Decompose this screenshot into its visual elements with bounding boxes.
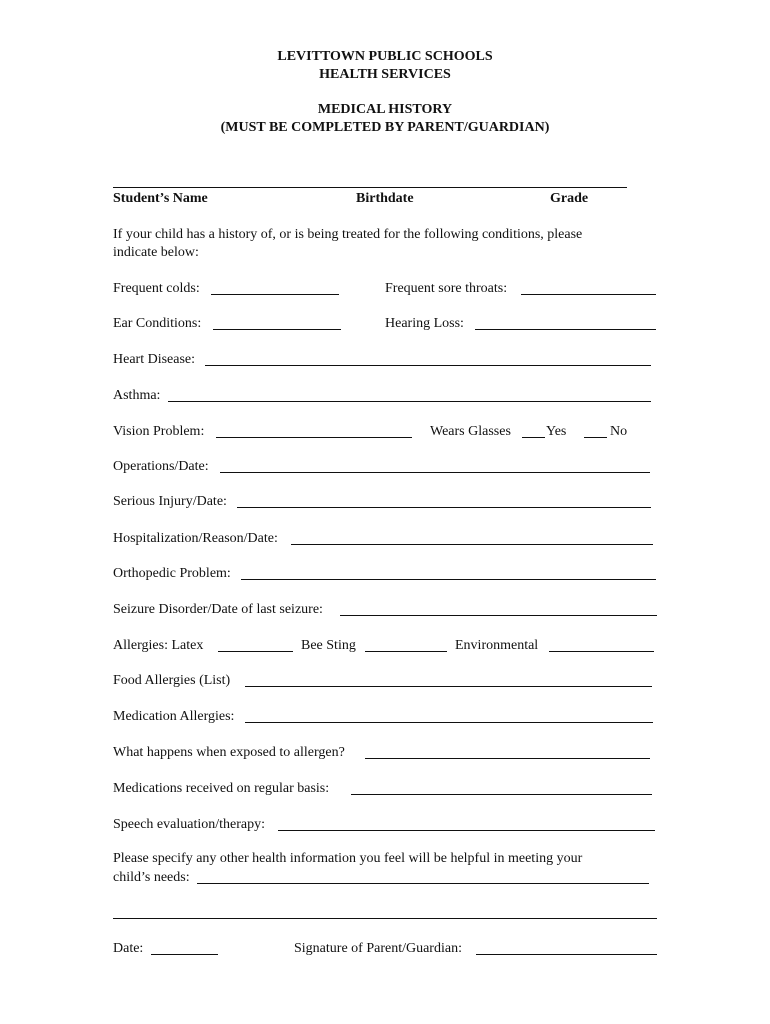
other-info-line-2: child’s needs: <box>113 870 190 885</box>
student-name-label: Student’s Name <box>113 191 208 206</box>
speech-therapy-field[interactable] <box>278 830 655 831</box>
hospitalization-label: Hospitalization/Reason/Date: <box>113 531 278 546</box>
glasses-no-blank[interactable] <box>584 437 607 438</box>
asthma-label: Asthma: <box>113 388 161 403</box>
signature-label: Signature of Parent/Guardian: <box>294 941 462 956</box>
environmental-label: Environmental <box>455 638 539 653</box>
vision-problem-label: Vision Problem: <box>113 424 205 439</box>
other-info-field-extra[interactable] <box>113 918 657 919</box>
grade-label: Grade <box>550 191 589 206</box>
orthopedic-problem-label: Orthopedic Problem: <box>113 566 231 581</box>
orthopedic-problem-field[interactable] <box>241 579 656 580</box>
allergies-latex-label: Allergies: Latex <box>113 638 204 653</box>
allergies-latex-field[interactable] <box>218 651 293 652</box>
wears-glasses-label: Wears Glasses <box>430 424 511 439</box>
operations-date-field[interactable] <box>220 472 650 473</box>
school-name: LEVITTOWN PUBLIC SCHOOLS <box>277 49 493 64</box>
bee-sting-field[interactable] <box>365 651 447 652</box>
intro-line-2: indicate below: <box>113 245 199 260</box>
hearing-loss-label: Hearing Loss: <box>385 316 464 331</box>
date-field[interactable] <box>151 954 218 955</box>
food-allergies-field[interactable] <box>245 686 652 687</box>
glasses-yes-blank[interactable] <box>522 437 545 438</box>
heart-disease-label: Heart Disease: <box>113 352 196 367</box>
ear-conditions-label: Ear Conditions: <box>113 316 202 331</box>
other-info-line-1: Please specify any other health information you feel will be helpful in meeting your <box>113 851 583 866</box>
frequent-sore-throats-field[interactable] <box>521 294 656 295</box>
glasses-no-label: No <box>610 424 628 439</box>
signature-field[interactable] <box>476 954 657 955</box>
speech-therapy-label: Speech evaluation/therapy: <box>113 817 265 832</box>
frequent-colds-label: Frequent colds: <box>113 281 200 296</box>
environmental-field[interactable] <box>549 651 654 652</box>
glasses-yes-label: Yes <box>546 424 567 439</box>
intro-line-1: If your child has a history of, or is being treated for the following conditions, please <box>113 227 583 242</box>
form-subtitle: (MUST BE COMPLETED BY PARENT/GUARDIAN) <box>220 120 550 135</box>
asthma-field[interactable] <box>168 401 651 402</box>
allergen-exposure-label: What happens when exposed to allergen? <box>113 745 345 760</box>
vision-problem-field[interactable] <box>216 437 412 438</box>
birthdate-label: Birthdate <box>356 191 414 206</box>
medication-allergies-label: Medication Allergies: <box>113 709 235 724</box>
seizure-field[interactable] <box>340 615 657 616</box>
form-title: MEDICAL HISTORY <box>317 102 453 117</box>
heart-disease-field[interactable] <box>205 365 651 366</box>
ear-conditions-field[interactable] <box>213 329 341 330</box>
hospitalization-field[interactable] <box>291 544 653 545</box>
frequent-sore-throats-label: Frequent sore throats: <box>385 281 508 296</box>
student-info-line[interactable] <box>113 187 627 188</box>
serious-injury-label: Serious Injury/Date: <box>113 494 227 509</box>
medications-regular-field[interactable] <box>351 794 652 795</box>
medication-allergies-field[interactable] <box>245 722 653 723</box>
seizure-label: Seizure Disorder/Date of last seizure: <box>113 602 323 617</box>
date-label: Date: <box>113 941 144 956</box>
medications-regular-label: Medications received on regular basis: <box>113 781 330 796</box>
serious-injury-field[interactable] <box>237 507 651 508</box>
frequent-colds-field[interactable] <box>211 294 339 295</box>
allergen-exposure-field[interactable] <box>365 758 650 759</box>
food-allergies-label: Food Allergies (List) <box>113 673 231 688</box>
bee-sting-label: Bee Sting <box>301 638 356 653</box>
other-info-field[interactable] <box>197 883 649 884</box>
department-name: HEALTH SERVICES <box>319 67 451 82</box>
hearing-loss-field[interactable] <box>475 329 656 330</box>
operations-date-label: Operations/Date: <box>113 459 209 474</box>
